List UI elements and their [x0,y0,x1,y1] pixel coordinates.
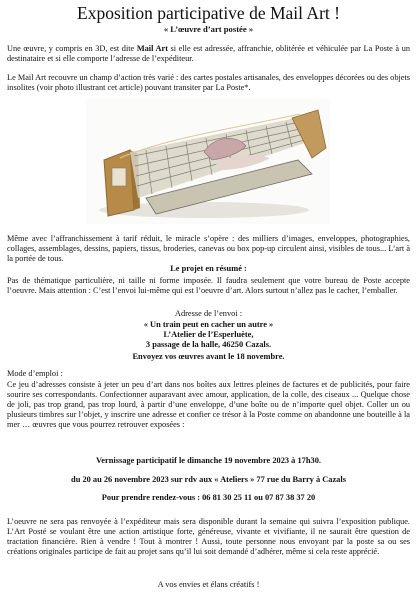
address-label: Adresse de l’envoi : [174,309,243,318]
mode-text: Ce jeu d’adresses consiste à jeter un peu d’art dans nos boîtes aux lettres pleines de factures et de publicités, pour faire sourire ses correspondants. Confectionner auparavant avec amour, application, de la colle, des ciseaux ... Quelque chose de joli, pas trop grand, pas trop lourd, à partir d’une enveloppe, d’une boîte ou de n’importe quel objet. Coller un ou plusieurs timbres sur l’objet, y inscrire une adresse et confier ce trésor à la Poste comme on abandonne une bouteille à la mer … œuvres que vous pourrez retrouver exposées : [7,380,410,430]
address-line-3: 3 passage de la halle, 46250 Cazals. [145,340,272,349]
address-line-2: L’Atelier de l’Esperluète, [163,330,254,339]
mode-title: Mode d’emploi : [7,369,63,378]
intro-paragraph-1: Une œuvre, y compris en 3D, est dite Mail Art si elle est adressée, affranchie, oblitérée et véhiculée par La Poste à un destinataire et si elle comporte l’adresse de l’expéditeur. [7,44,410,64]
page-subtitle: « L’œuvre d’art postée » [163,24,254,34]
mail-art-object-photo [86,98,330,224]
mail-art-term: Mail Art [136,44,168,53]
vernissage-line: Vernissage participatif le dimanche 19 novembre 2023 à 17h30. [96,456,321,465]
intro-paragraph-2: Le Mail Art recouvre un champ d’action très varié : des cartes postales artisanales, des enveloppes décorées ou des objets insolites (voir photo illustrant cet article) pouvant transiter par La Poste*. [7,73,410,93]
signoff: A vos envies et élans créatifs ! [157,580,260,589]
page-title: Exposition participative de Mail Art ! [77,3,340,23]
summary-title: Le projet en résumé : [170,264,247,273]
contact-line: Pour prendre rendez-vous : 06 81 30 25 11 ou 07 87 38 37 20 [101,493,316,502]
body-paragraph-3: Même avec l’affranchissement à tarif réduit, le miracle s’opère : des milliers d’images, enveloppes, photographies, collages, assemblages, dessins, papiers, tissus, broderies, canevas ou box pop-up circulent ainsi, visibles de tous... L’art à la portée de tous. [7,234,410,264]
summary-text: Pas de thématique particulière, ni taille ni forme imposée. Il faudra seulement que votre bureau de Poste accepte l’oeuvre. Mais attention : C’est l’envoi lui-même qui est l’oeuvre d’art. Alors surtout n’allez pas le cacher, l’emballer. [7,276,410,296]
address-line-1: « Un train peut en cacher un autre » [143,320,274,329]
deadline: Envoyez vos œuvres avant le 18 novembre. [132,352,285,361]
closing-paragraph: L’oeuvre ne sera pas renvoyée à l’expéditeur mais sera disponible durant la semaine qui suivra l’exposition publique. L’Art Posté se voulant être une action artistique forte, généreuse, vivante et vivifiante, il ne saurait être question de tractation financière. Rien à vendre ! Tout à montrer ! Aussi, toute personne nous envoyant par la poste sa ou ses créations originales participe de fait au projet sans qu’il lui soit demandé d’adhérer, même si cela reste apprécié. [7,517,410,557]
exhibition-dates: du 20 au 26 novembre 2023 sur rdv aux « Ateliers » 77 rue du Barry à Cazals [71,475,346,484]
